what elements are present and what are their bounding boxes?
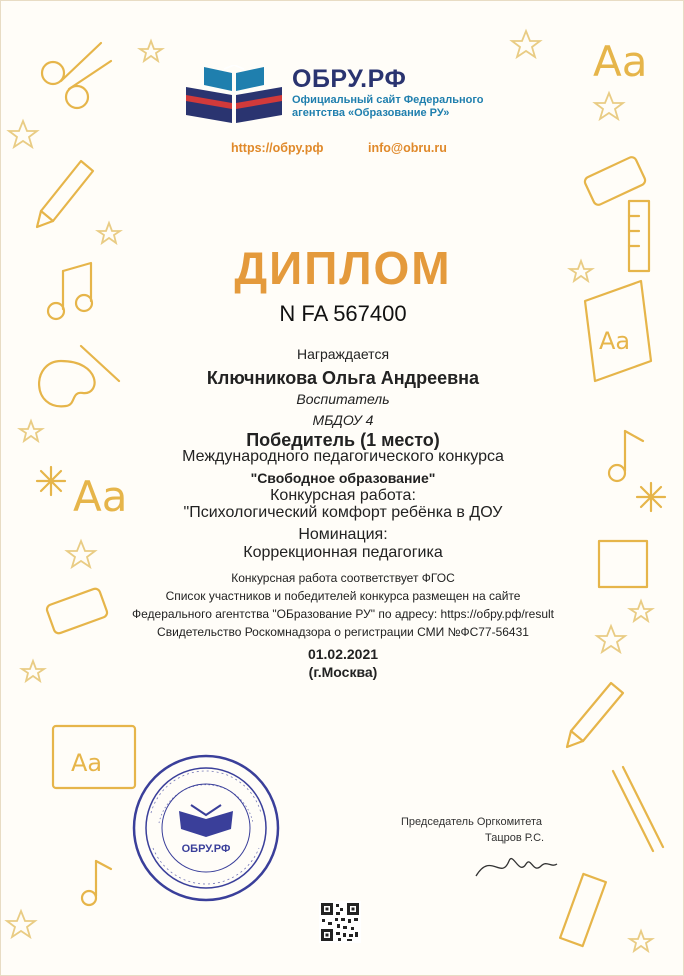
- logo-subtitle-line1: Официальный сайт Федерального: [292, 94, 484, 106]
- recipient-position: Воспитатель: [296, 391, 390, 407]
- diploma-city: (г.Москва): [308, 664, 378, 680]
- svg-text:Aa: Aa: [593, 37, 648, 86]
- book-logo-icon: [184, 65, 284, 125]
- board-icon-right: [585, 281, 651, 381]
- footer-line1: Конкурсная работа соответствует ФГОС: [231, 571, 455, 585]
- board-icon: [53, 726, 135, 788]
- nomination-label: Номинация:: [298, 526, 388, 543]
- site-link[interactable]: https://обру.рф: [231, 141, 324, 155]
- scissors-icon: [42, 43, 111, 108]
- footer-line4: Свидетельство Роскомнадзора о регистрации СМИ №ФС77-56431: [157, 625, 529, 639]
- pencil-icon: [37, 161, 93, 227]
- contest-line: Международного педагогического конкурса: [182, 448, 504, 465]
- logo-title: ОБРУ.РФ: [292, 65, 407, 93]
- recipient-name: Ключникова Ольга Андреевна: [206, 368, 480, 388]
- signature-name: Тацров Р.С.: [485, 832, 545, 844]
- footer-line2: Список участников и победителей конкурса размещен на сайте: [165, 589, 521, 603]
- logo-subtitle-line2: агентства «Образование РУ»: [292, 107, 450, 119]
- diploma-number: N FA 567400: [279, 301, 407, 326]
- letters-icon-top: [593, 37, 647, 86]
- stamp-text: ОБРУ.РФ: [181, 843, 231, 855]
- signature-role: Председатель Оргкомитета: [401, 816, 543, 828]
- email-link[interactable]: info@obru.ru: [368, 141, 447, 155]
- signature-block: [401, 816, 591, 844]
- diploma-date: 01.02.2021: [307, 646, 379, 662]
- brush-icon: [613, 767, 663, 851]
- ruler-icon-right: [560, 874, 606, 946]
- svg-text:Aa: Aa: [71, 749, 103, 777]
- pencil-icon-right: [567, 683, 623, 747]
- diploma-title: ДИПЛОМ: [234, 242, 452, 294]
- footer-line3: Федерального агентства "ОБразование РУ" по адресу: https://обру.рф/result: [131, 607, 554, 621]
- svg-text:Aa: Aa: [73, 472, 128, 521]
- logo: [184, 61, 514, 131]
- work-label: Конкурсная работа:: [270, 487, 416, 504]
- work-title: "Психологический комфорт ребёнка в ДОУ: [183, 504, 503, 521]
- awarded-label: Награждается: [296, 346, 390, 362]
- nomination-value: Коррекционная педагогика: [243, 544, 443, 561]
- contest-result: Победитель (1 место): [246, 430, 440, 450]
- contest-name: "Свободное образование": [250, 470, 436, 486]
- eraser-icon-right: [583, 156, 646, 207]
- signature-scribble: [471, 846, 561, 886]
- svg-text:Aa: Aa: [599, 327, 631, 355]
- qr-code[interactable]: [319, 901, 361, 943]
- official-stamp: [131, 753, 281, 903]
- music-note-icon-2: [82, 861, 111, 905]
- recipient-organization: МБДОУ 4: [312, 412, 374, 428]
